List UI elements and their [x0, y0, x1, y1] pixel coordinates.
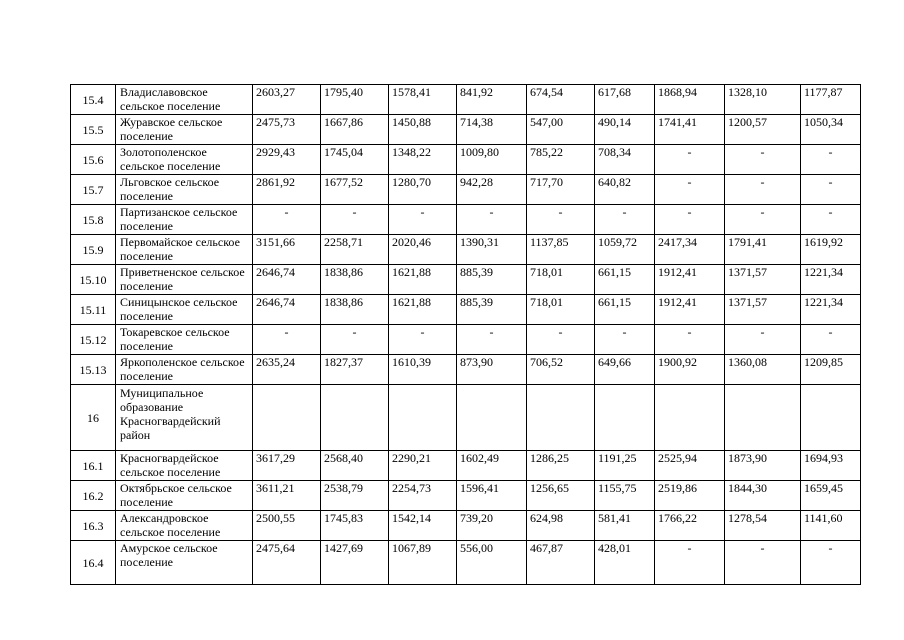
settlement-name: Яркополенское сельское поселение — [116, 355, 253, 385]
value-cell: 718,01 — [527, 295, 595, 325]
value-cell: - — [321, 205, 389, 235]
value-cell: 717,70 — [527, 175, 595, 205]
settlement-name: Золотополенское сельское поселение — [116, 145, 253, 175]
row-number: 15.11 — [71, 295, 116, 325]
value-cell: - — [321, 325, 389, 355]
row-number: 15.12 — [71, 325, 116, 355]
value-cell: 1602,49 — [457, 451, 527, 481]
value-cell: 885,39 — [457, 295, 527, 325]
row-number: 16.2 — [71, 481, 116, 511]
value-cell: 581,41 — [595, 511, 655, 541]
value-cell: 1209,85 — [801, 355, 861, 385]
settlement-name: Льговское сельское поселение — [116, 175, 253, 205]
value-cell: 1873,90 — [725, 451, 801, 481]
value-cell: 1286,25 — [527, 451, 595, 481]
table-row — [71, 115, 861, 145]
value-cell: 785,22 — [527, 145, 595, 175]
row-number: 15.6 — [71, 145, 116, 175]
table-row — [71, 511, 861, 541]
value-cell: - — [801, 175, 861, 205]
value-cell: 556,00 — [457, 541, 527, 585]
value-cell: 718,01 — [527, 265, 595, 295]
value-cell: 490,14 — [595, 115, 655, 145]
value-cell: 873,90 — [457, 355, 527, 385]
value-cell: - — [527, 205, 595, 235]
value-cell: - — [725, 541, 801, 585]
table-row — [71, 295, 861, 325]
value-cell: 1621,88 — [389, 265, 457, 295]
value-cell: 3617,29 — [253, 451, 321, 481]
value-cell — [655, 385, 725, 451]
value-cell — [321, 385, 389, 451]
value-cell — [801, 385, 861, 451]
value-cell: 2861,92 — [253, 175, 321, 205]
value-cell: - — [725, 175, 801, 205]
value-cell: - — [389, 325, 457, 355]
settlement-name: Муниципальное образование Красногвардейский район — [116, 385, 253, 451]
table-row — [71, 385, 861, 451]
value-cell: 2254,73 — [389, 481, 457, 511]
tariff-table — [70, 84, 861, 585]
value-cell: 2603,27 — [253, 85, 321, 115]
value-cell: 706,52 — [527, 355, 595, 385]
value-cell: - — [253, 205, 321, 235]
row-number: 16.4 — [71, 541, 116, 585]
value-cell: 1141,60 — [801, 511, 861, 541]
settlement-name: Владиславовское сельское поселение — [116, 85, 253, 115]
value-cell — [389, 385, 457, 451]
value-cell: 2646,74 — [253, 295, 321, 325]
value-cell: 1677,52 — [321, 175, 389, 205]
value-cell: 1745,04 — [321, 145, 389, 175]
value-cell: 2635,24 — [253, 355, 321, 385]
value-cell: 1221,34 — [801, 295, 861, 325]
value-cell: 640,82 — [595, 175, 655, 205]
value-cell: 841,92 — [457, 85, 527, 115]
document-page — [70, 84, 861, 585]
value-cell: - — [253, 325, 321, 355]
table-row — [71, 355, 861, 385]
value-cell: 708,34 — [595, 145, 655, 175]
table-row — [71, 205, 861, 235]
value-cell — [595, 385, 655, 451]
row-number: 15.5 — [71, 115, 116, 145]
value-cell: 942,28 — [457, 175, 527, 205]
row-number: 15.10 — [71, 265, 116, 295]
value-cell: 1050,34 — [801, 115, 861, 145]
settlement-name: Приветненское сельское поселение — [116, 265, 253, 295]
value-cell: 2538,79 — [321, 481, 389, 511]
value-cell: 1177,87 — [801, 85, 861, 115]
value-cell: 2929,43 — [253, 145, 321, 175]
settlement-name: Александровское сельское поселение — [116, 511, 253, 541]
value-cell: 1137,85 — [527, 235, 595, 265]
settlement-name: Токаревское сельское поселение — [116, 325, 253, 355]
value-cell: 1844,30 — [725, 481, 801, 511]
value-cell: - — [725, 325, 801, 355]
table-row — [71, 85, 861, 115]
table-row — [71, 451, 861, 481]
value-cell: - — [457, 325, 527, 355]
value-cell: 1059,72 — [595, 235, 655, 265]
value-cell: 1191,25 — [595, 451, 655, 481]
value-cell — [253, 385, 321, 451]
value-cell: - — [725, 145, 801, 175]
value-cell: - — [457, 205, 527, 235]
value-cell: 2020,46 — [389, 235, 457, 265]
value-cell: 2525,94 — [655, 451, 725, 481]
value-cell: 1155,75 — [595, 481, 655, 511]
value-cell: 1256,65 — [527, 481, 595, 511]
value-cell: 649,66 — [595, 355, 655, 385]
settlement-name: Первомайское сельское поселение — [116, 235, 253, 265]
value-cell: 2290,21 — [389, 451, 457, 481]
value-cell: 1067,89 — [389, 541, 457, 585]
value-cell: 1795,40 — [321, 85, 389, 115]
settlement-name: Партизанское сельское поселение — [116, 205, 253, 235]
value-cell: 1610,39 — [389, 355, 457, 385]
value-cell: 1278,54 — [725, 511, 801, 541]
value-cell: 2417,34 — [655, 235, 725, 265]
value-cell: 1621,88 — [389, 295, 457, 325]
value-cell: 2519,86 — [655, 481, 725, 511]
value-cell: 1659,45 — [801, 481, 861, 511]
value-cell: - — [725, 205, 801, 235]
settlement-name: Амурское сельское поселение — [116, 541, 253, 585]
table-row — [71, 541, 861, 585]
value-cell: 1390,31 — [457, 235, 527, 265]
value-cell: 1009,80 — [457, 145, 527, 175]
settlement-name: Красногвардейское сельское поселение — [116, 451, 253, 481]
value-cell: - — [527, 325, 595, 355]
table-row — [71, 145, 861, 175]
value-cell: 1542,14 — [389, 511, 457, 541]
table-row — [71, 175, 861, 205]
value-cell: 1619,92 — [801, 235, 861, 265]
row-number: 15.9 — [71, 235, 116, 265]
value-cell: - — [655, 541, 725, 585]
value-cell: 1868,94 — [655, 85, 725, 115]
row-number: 15.4 — [71, 85, 116, 115]
value-cell: 1912,41 — [655, 265, 725, 295]
value-cell: - — [801, 541, 861, 585]
value-cell: 714,38 — [457, 115, 527, 145]
value-cell: 1694,93 — [801, 451, 861, 481]
value-cell: 1741,41 — [655, 115, 725, 145]
value-cell: - — [655, 205, 725, 235]
value-cell: 3611,21 — [253, 481, 321, 511]
value-cell: 661,15 — [595, 265, 655, 295]
value-cell — [457, 385, 527, 451]
value-cell: 1912,41 — [655, 295, 725, 325]
value-cell: 3151,66 — [253, 235, 321, 265]
value-cell: 547,00 — [527, 115, 595, 145]
row-number: 15.7 — [71, 175, 116, 205]
value-cell: 1348,22 — [389, 145, 457, 175]
settlement-name: Синицынское сельское поселение — [116, 295, 253, 325]
value-cell: 661,15 — [595, 295, 655, 325]
value-cell: 1667,86 — [321, 115, 389, 145]
value-cell: - — [801, 145, 861, 175]
value-cell: 739,20 — [457, 511, 527, 541]
value-cell: 1827,37 — [321, 355, 389, 385]
value-cell: 1371,57 — [725, 295, 801, 325]
value-cell: - — [655, 175, 725, 205]
value-cell: 2475,73 — [253, 115, 321, 145]
value-cell: 885,39 — [457, 265, 527, 295]
row-number: 15.13 — [71, 355, 116, 385]
value-cell: 2475,64 — [253, 541, 321, 585]
value-cell: - — [801, 325, 861, 355]
value-cell — [527, 385, 595, 451]
value-cell: 1328,10 — [725, 85, 801, 115]
row-number: 16.3 — [71, 511, 116, 541]
row-number: 16 — [71, 385, 116, 451]
value-cell: 1745,83 — [321, 511, 389, 541]
table-row — [71, 481, 861, 511]
value-cell: 1900,92 — [655, 355, 725, 385]
row-number: 15.8 — [71, 205, 116, 235]
value-cell: 2568,40 — [321, 451, 389, 481]
value-cell: - — [655, 145, 725, 175]
table-row — [71, 235, 861, 265]
value-cell: - — [801, 205, 861, 235]
value-cell: 674,54 — [527, 85, 595, 115]
value-cell: 1596,41 — [457, 481, 527, 511]
value-cell: 1838,86 — [321, 295, 389, 325]
value-cell: 1371,57 — [725, 265, 801, 295]
value-cell: 428,01 — [595, 541, 655, 585]
table-row — [71, 265, 861, 295]
table-row — [71, 325, 861, 355]
value-cell: 1360,08 — [725, 355, 801, 385]
value-cell: 2646,74 — [253, 265, 321, 295]
value-cell: 1838,86 — [321, 265, 389, 295]
value-cell: 1200,57 — [725, 115, 801, 145]
value-cell: - — [389, 205, 457, 235]
value-cell: 617,68 — [595, 85, 655, 115]
value-cell: - — [595, 325, 655, 355]
value-cell: - — [595, 205, 655, 235]
value-cell: 467,87 — [527, 541, 595, 585]
value-cell: 1450,88 — [389, 115, 457, 145]
value-cell: - — [655, 325, 725, 355]
value-cell: 1427,69 — [321, 541, 389, 585]
value-cell: 2258,71 — [321, 235, 389, 265]
value-cell: 1221,34 — [801, 265, 861, 295]
row-number: 16.1 — [71, 451, 116, 481]
value-cell: 2500,55 — [253, 511, 321, 541]
value-cell: 1791,41 — [725, 235, 801, 265]
settlement-name: Журавское сельское поселение — [116, 115, 253, 145]
value-cell — [725, 385, 801, 451]
value-cell: 1578,41 — [389, 85, 457, 115]
value-cell: 1280,70 — [389, 175, 457, 205]
settlement-name: Октябрьское сельское поселение — [116, 481, 253, 511]
value-cell: 624,98 — [527, 511, 595, 541]
table-body — [71, 85, 861, 585]
value-cell: 1766,22 — [655, 511, 725, 541]
